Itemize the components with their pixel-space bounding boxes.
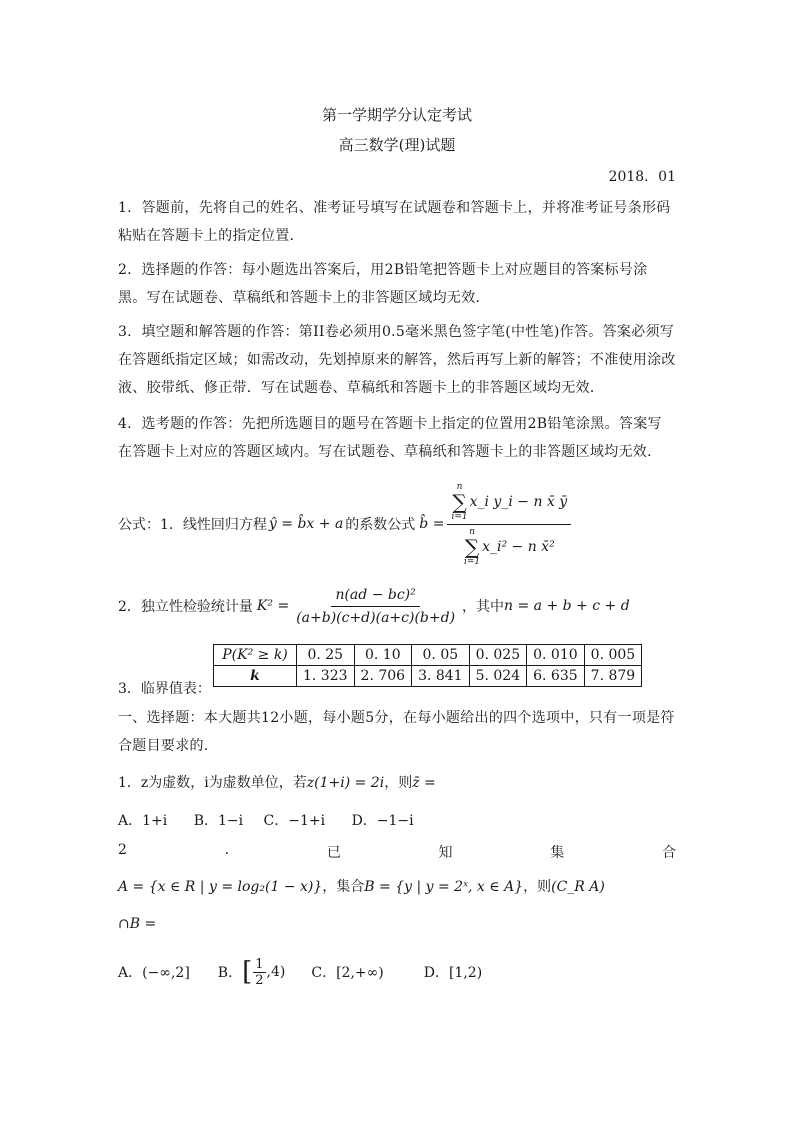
table-cell: 1. 323 xyxy=(297,666,355,687)
table-cell: 0. 05 xyxy=(412,645,470,666)
formula-1-prefix: 公式：1．线性回归方程 xyxy=(118,517,267,533)
coefficient-denominator: x_i² − n x̄² xyxy=(482,538,555,555)
question-1-options xyxy=(118,810,414,830)
complement-expr: (C_R A) xyxy=(551,879,605,895)
table-cell: 0. 10 xyxy=(354,645,412,666)
option-c[interactable]: C．[2,+∞) xyxy=(311,965,384,981)
formula-1-mid: 的系数公式 xyxy=(345,517,416,533)
question-2-continuation: ∩B = xyxy=(118,916,157,932)
table-cell: 6. 635 xyxy=(527,666,585,687)
chi-square-fraction xyxy=(292,586,459,627)
instruction-4: 4．选考题的作答：先把所选题目的题号在答题卡上指定的位置用2B铅笔涂黑。答案写在答题卡上对应的答题区域内。写在试题卷、草稿纸和答题卡上的非答题区域均无效． xyxy=(118,416,662,460)
table-row-header: P(K² ≥ k) xyxy=(214,645,297,666)
question-2-stem: A = {x ∈ R | y = log₂(1 − x)}，集合B = {y | y = 2ˣ, x ∈ A}，则(C_R A) xyxy=(118,879,605,895)
question-2-options xyxy=(118,952,482,992)
sample-size-definition: n = a + b + c + d xyxy=(504,598,630,614)
option-d[interactable]: D．−1−i xyxy=(351,813,414,829)
coefficient-numerator: x_i y_i − n x̄ ȳ xyxy=(469,493,568,510)
chi-square-denominator: (a+b)(c+d)(a+c)(b+d) xyxy=(296,609,456,626)
q1-conjugate: z̄ = xyxy=(412,775,436,791)
chi-square-numerator: n(ad − bc)² xyxy=(331,586,419,607)
table-cell: 0. 025 xyxy=(469,645,527,666)
section-heading: 一、选择题：本大题共12小题，每小题5分，在每小题给出的四个选项中，只有一项是符合题目要求的． xyxy=(118,710,675,754)
formula-2-prefix: 2．独立性检验统计量 xyxy=(118,599,253,615)
instruction-3: 3．填空题和解答题的作答：第II卷必须用0.5毫米黑色签字笔(中性笔)作答。答案必须写在答题纸指定区域；如需改动，先划掉原来的解答，然后再写上新的解答；不准使用涂改液、胶带纸、修正带．写在试题卷、草稿纸和答题卡上的非答题区域均无效． xyxy=(118,324,676,396)
exam-subtitle: 高三数学(理)试题 xyxy=(338,136,456,154)
table-cell: 0. 25 xyxy=(297,645,355,666)
table-row-header: k xyxy=(214,666,297,687)
regression-equation: ŷ = b̂x + a xyxy=(268,516,344,532)
question-number: 2 xyxy=(118,842,127,858)
table-row xyxy=(214,666,642,687)
chi-square-lhs: K² = xyxy=(256,598,290,614)
coefficient-fraction xyxy=(447,482,571,567)
option-c[interactable]: C．−1+i xyxy=(263,813,326,829)
sum-symbol: n ∑ i=1 xyxy=(451,481,468,522)
table-cell: 0. 005 xyxy=(584,645,642,666)
table-cell: 0. 010 xyxy=(527,645,585,666)
question-2-heading: 2 . 已 知 集 合 xyxy=(118,842,676,861)
table-cell: 2. 706 xyxy=(354,666,412,687)
option-b[interactable]: B． [ $\frac{1}{2}$ ,4) xyxy=(217,956,286,988)
table-row xyxy=(214,645,642,666)
q1-equation: z(1+i) = 2i xyxy=(306,775,385,791)
instruction-2: 2．选择题的作答：每小题选出答案后，用2B铅笔把答题卡上对应题目的答案标号涂黑。写在试题卷、草稿纸和答题卡上的非答题区域均无效． xyxy=(118,262,648,306)
exam-title: 第一学期学分认定考试 xyxy=(321,106,472,124)
option-a[interactable]: A．1+i xyxy=(118,813,168,829)
option-d[interactable]: D．[1,2) xyxy=(423,965,483,981)
formula-1 xyxy=(118,481,574,567)
set-b: B = {y | y = 2ˣ, x ∈ A} xyxy=(364,879,524,895)
critical-value-table xyxy=(213,644,642,687)
question-1-stem: 1．z为虚数，i为虚数单位，若z(1+i) = 2i，则z̄ = xyxy=(118,775,436,791)
sum-symbol: n ∑ i=1 xyxy=(463,526,481,567)
option-a[interactable]: A．(−∞,2] xyxy=(118,965,190,981)
table-cell: 7. 879 xyxy=(584,666,642,687)
instruction-1: 1．答题前，先将自己的姓名、准考证号填写在试题卷和答题卡上，并将准考证号条形码粘贴在答题卡上的指定位置． xyxy=(118,200,671,244)
exam-date: 2018．01 xyxy=(608,169,676,185)
option-b[interactable]: B．1−i xyxy=(193,813,244,829)
formula-2 xyxy=(118,582,630,630)
table-cell: 3. 841 xyxy=(412,666,470,687)
critical-table-label: 3．临界值表： xyxy=(118,681,211,697)
table-cell: 5. 024 xyxy=(469,666,527,687)
formula-2-suffix: ，其中 xyxy=(462,599,505,615)
set-a: A = {x ∈ R | y = log₂(1 − x)} xyxy=(118,879,323,895)
coefficient-lhs: b̂ = xyxy=(419,516,445,532)
